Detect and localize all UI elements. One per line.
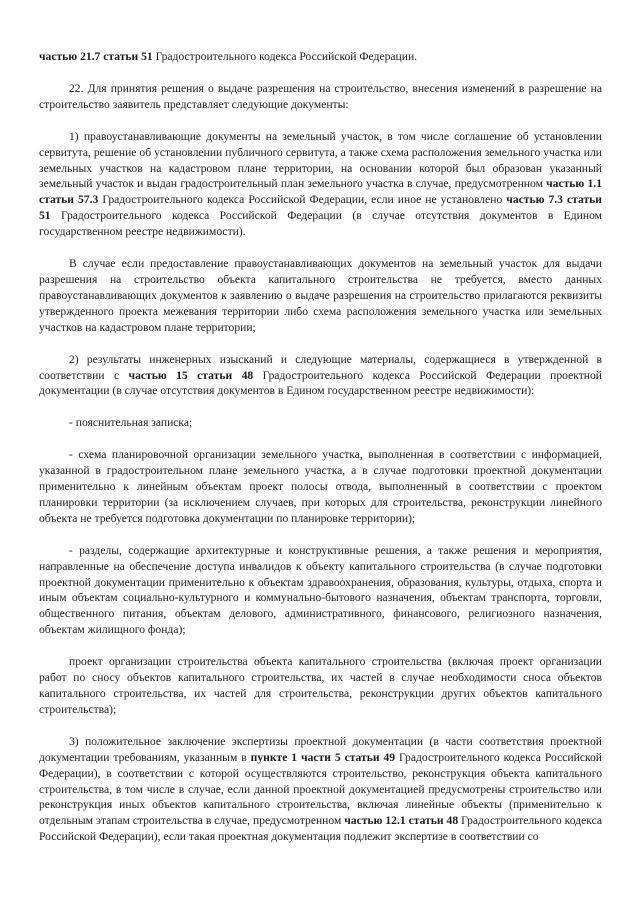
paragraph-continuation [39, 49, 602, 65]
text-run: Градостроительного кодекса Российской Федерации (в случае отсутствия документов в Едином государственном реестре недвижимости). [39, 209, 602, 239]
paragraph-item-22 [39, 81, 602, 113]
paragraph-note [39, 256, 602, 336]
list-item-explanatory-note [39, 415, 602, 431]
legal-reference: пункте 1 части 5 статьи 49 [250, 750, 396, 764]
list-item-site-plan [39, 447, 602, 527]
list-item-sections [39, 543, 602, 638]
text-run: проект организации строительства объекта капитального строительства (включая проект организации работ по сносу объектов капитального строительства, их частей в случае необходимости сноса объектов капитального строительства, их частей для строительства, реконструкции других объектов капитального строительства); [39, 655, 602, 716]
paragraph-subitem-2 [39, 352, 602, 400]
legal-reference: частью 12.1 статьи 48 [344, 814, 459, 828]
text-run: В случае если предоставление правоустанавливающих документов на земельный участок для выдачи разрешения на строительство объекта капитального строительства не требуется, вместо данных правоустанавливающих документов к заявлению о выдаче разрешения на строительство прилагаются реквизиты утвержденного проекта межевания территории либо схема расположения земельного участка или земельных участков на кадастровом плане территории; [39, 257, 602, 334]
text-run: 2) результаты инженерных изысканий и следующие материалы, содержащиеся в утвержденной в соответствии с [39, 352, 602, 382]
text-run: - схема планировочной организации земельного участка, выполненная в соответствии с информацией, указанной в градостроительном плане земельного участка, а в случае подготовки проектной документации применительно к линейным объектам проект полосы отвода, выполненный в соответствии с проектом планировки территории (за исключением случаев, при которых для строительства, реконструкции линейного объекта не требуется подготовка документации по планировке территории); [39, 448, 602, 525]
paragraph-gap [39, 718, 602, 734]
paragraph-gap [39, 336, 602, 352]
text-run: Градостроительного кодекса Российской Федерации), если такая проектная документация подлежит экспертизе в соответствии со [39, 814, 602, 844]
text-run: Градостроительного кодекса Российской Федерации. [152, 50, 418, 63]
paragraph-gap [39, 431, 602, 447]
paragraph-gap [39, 240, 602, 256]
text-run: 3) положительное заключение экспертизы проектной документации (в части соответствия проектной документации требованиям, указанным в [39, 734, 602, 764]
legal-reference: частью 7.3 статьи 51 [39, 193, 602, 223]
paragraph-gap [39, 527, 602, 543]
text-run: Градостроительного кодекса Российской Федерации проектной документации (в случае отсутствия документов в Едином государственном реестре недвижимости): [39, 368, 602, 398]
legal-reference: частью 21.7 статьи 51 [39, 50, 153, 63]
paragraph-subitem-3 [39, 734, 602, 845]
text-run: 1) правоустанавливающие документы на земельный участок, в том числе соглашение об установлении сервитута, решение об установлении публичного сервитута, а также схема расположения земельного участка или земельных участков на кадастровом плане территории, на основании которой был образован указанный земельный участок и выдан градостроительный план земельного участка в случае, предусмотренном [39, 129, 602, 191]
paragraph-subitem-1 [39, 129, 602, 240]
text-run: - пояснительная записка; [69, 416, 193, 430]
legal-reference: частью 1.1 статьи 57.3 [39, 177, 602, 207]
text-run: 22. Для принятия решения о выдаче разрешения на строительство, внесения изменений в разрешение на строительство заявитель представляет следующие документы: [39, 81, 602, 111]
text-run: - разделы, содержащие архитектурные и конструктивные решения, а также решения и мероприятия, направленные на обеспечение доступа инвалидов к объекту капитального строительства (в случае подготовки проектной документации применительно к объектам здравоохранения, образования, культуры, отдыха, спорта и иным объектам социально-культурного и коммунально-бытового назначения, объектам транспорта, торговли, общественного питания, объектам делового, административного, финансового, религиозного назначения, объектам жилищного фонда); [39, 543, 602, 637]
legal-reference: частью 15 статьи 48 [128, 368, 254, 382]
text-run: Градостроительного кодекса Российской Федерации, если иное не установлено [98, 193, 507, 207]
paragraph-gap [39, 113, 602, 129]
list-item-construction-project [39, 654, 602, 718]
text-run: Градостроительного кодекса Российской Федерации), в соответствии с которой осуществляются строительство, реконструкция объекта капитального строительства, в том числе в случае, если данной проектной документацией предусмотрены строительство или реконструкция иных объектов капитального строительства, включая линейные объекты (применительно к отдельным этапам строительства в случае, предусмотренном [39, 750, 603, 828]
paragraph-gap [39, 65, 602, 81]
paragraph-gap [39, 638, 602, 654]
paragraph-gap [39, 399, 602, 415]
